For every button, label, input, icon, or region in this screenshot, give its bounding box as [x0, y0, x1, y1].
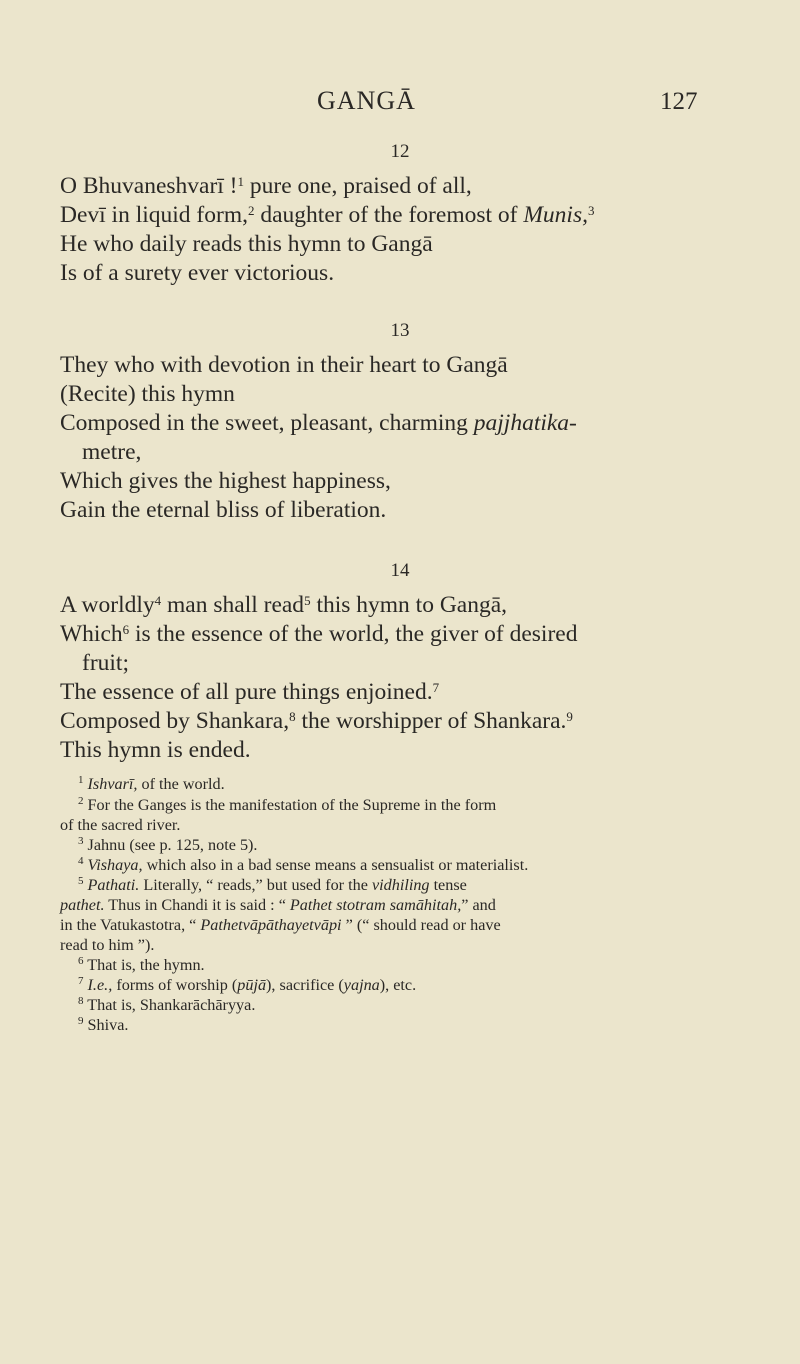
- footnote-5-continued: pathet. Thus in Chandi it is said : “ Pathet stotram samāhitah,” and: [60, 896, 496, 914]
- verse-line: Composed in the sweet, pleasant, charming pajjhatika-: [60, 410, 577, 436]
- stanza-number-12: 12: [390, 141, 410, 162]
- footnote-3: $^3$ Jahnu (see p. 125, note 5).: [78, 834, 258, 854]
- verse-line: The essence of all pure things enjoined.$^7$: [60, 679, 440, 705]
- footnote-2: $^2$ For the Ganges is the manifestation of the Supreme in the form: [78, 794, 497, 814]
- footnote-4: $^4$ Vishaya, which also in a bad sense means a sensualist or materialist.: [78, 854, 529, 874]
- verse-line: Which$^6$ is the essence of the world, the giver of desired: [60, 621, 578, 647]
- footnote-8: $^8$ That is, Shankarāchāryya.: [78, 994, 256, 1014]
- page-header: [0, 86, 800, 126]
- verse-line: He who daily reads this hymn to Gangā: [60, 231, 433, 257]
- verse-line: (Recite) this hymn: [60, 381, 235, 407]
- running-title: GANGĀ: [317, 86, 416, 115]
- footnote-5-continued: read to him ”).: [60, 936, 155, 954]
- footnote-5-continued: in the Vatukastotra, “ Pathetvāpāthayetvāpi ” (“ should read or have: [60, 916, 501, 934]
- verse-line: Is of a surety ever victorious.: [60, 260, 335, 286]
- verse-line: Composed by Shankara,$^8$ the worshipper of Shankara.$^9$: [60, 708, 573, 734]
- verse-line: Which gives the highest happiness,: [60, 468, 391, 494]
- stanza-number-14: 14: [390, 560, 410, 581]
- page-number: 127: [660, 88, 698, 115]
- verse-line: fruit;: [82, 650, 129, 676]
- verse-line: Devī in liquid form,$^2$ daughter of the foremost of Munis,$^3$: [60, 202, 595, 228]
- verse-line: This hymn is ended.: [60, 737, 251, 763]
- verse-line: They who with devotion in their heart to Gangā: [60, 352, 508, 378]
- footnote-5: $^5$ Pathati. Literally, “ reads,” but used for the vidhiling tense: [78, 874, 467, 894]
- verse-line: metre,: [82, 439, 142, 465]
- footnote-2-continued: of the sacred river.: [60, 816, 181, 834]
- verse-line: Gain the eternal bliss of liberation.: [60, 497, 387, 523]
- verse-line: A worldly$^4$ man shall read$^5$ this hymn to Gangā,: [60, 592, 508, 618]
- stanza-number-13: 13: [390, 320, 410, 341]
- footnote-9: $^9$ Shiva.: [78, 1014, 129, 1034]
- footnote-7: $^7$ I.e., forms of worship (pūjā), sacrifice (yajna), etc.: [78, 974, 417, 994]
- verse-line: O Bhuvaneshvarī !$^1$ pure one, praised of all,: [60, 173, 472, 199]
- footnote-1: $^1$ Ishvarī, of the world.: [78, 773, 225, 793]
- footnote-6: $^6$ That is, the hymn.: [78, 954, 205, 974]
